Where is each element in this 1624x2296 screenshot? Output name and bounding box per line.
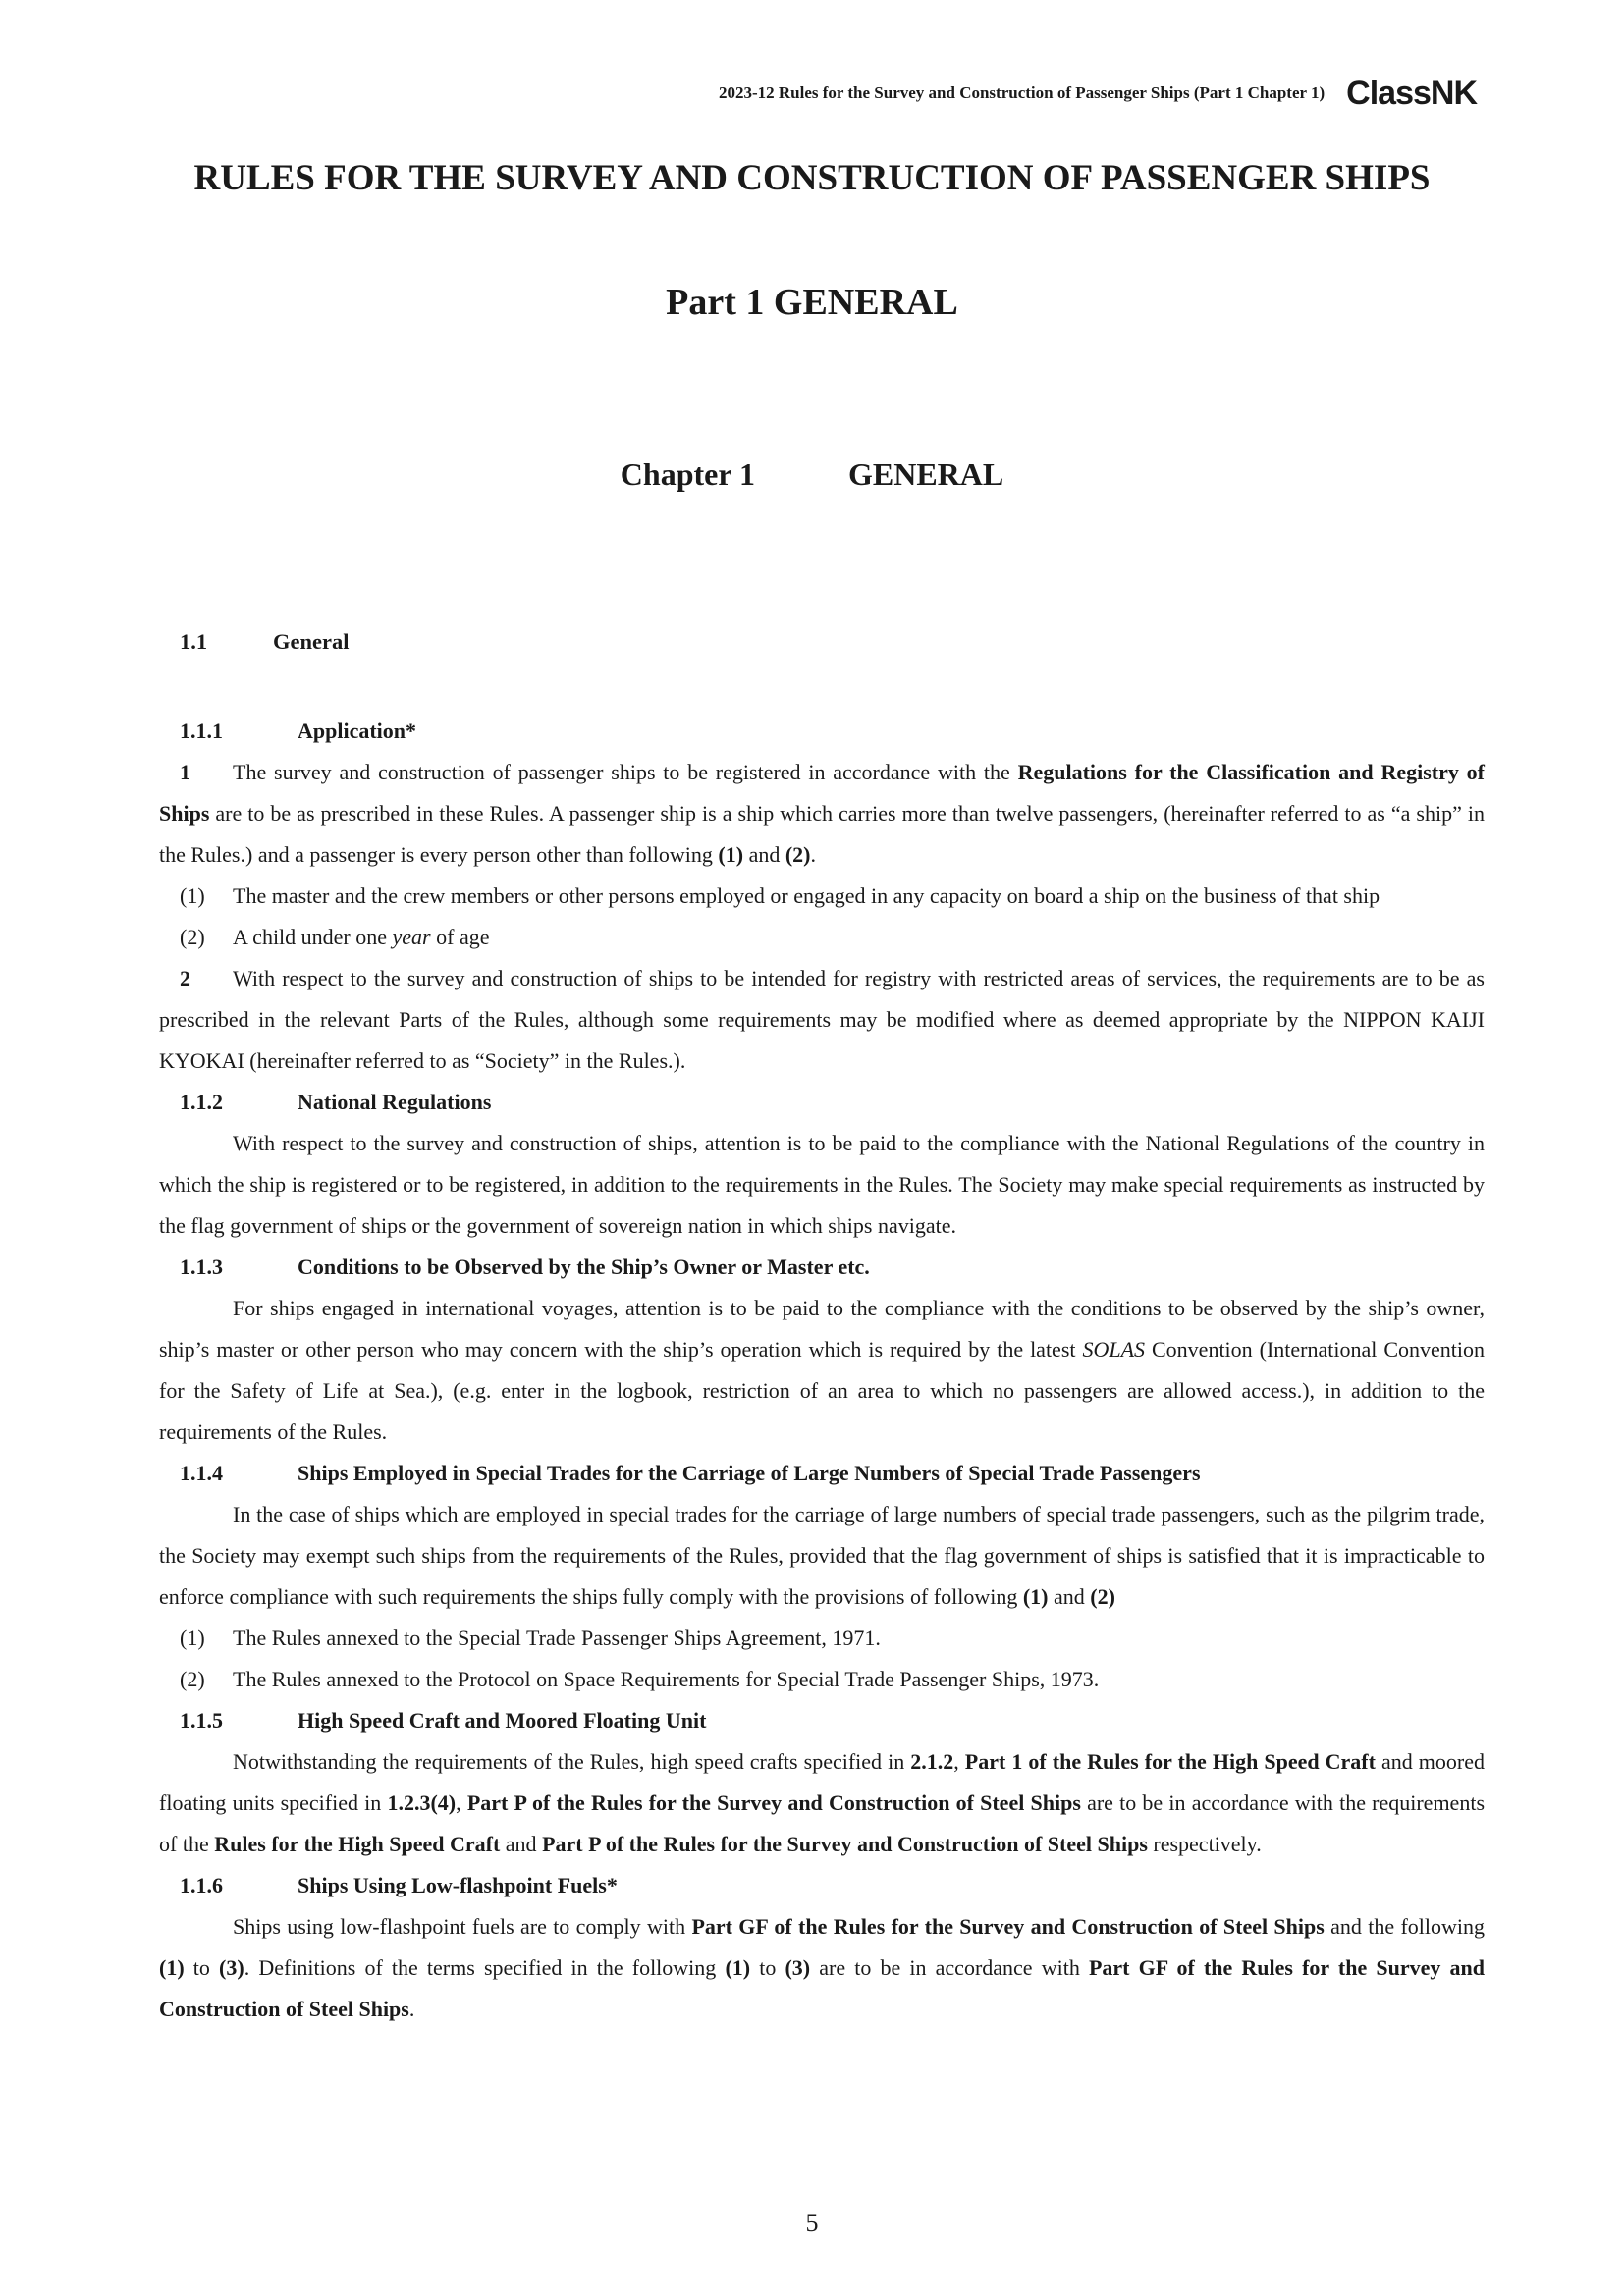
reference-bold: 2.1.2 [910, 1749, 954, 1774]
reference-bold: Rules for the High Speed Craft [214, 1832, 501, 1856]
subsection-heading-1-1-3 [159, 1247, 1485, 1288]
text-run: , [456, 1790, 467, 1815]
reference-bold: 1.2.3(4) [387, 1790, 457, 1815]
paragraph-number: 1 [180, 760, 190, 784]
subsection-number: 1.1.4 [180, 1461, 223, 1485]
running-title: 2023-12 Rules for the Survey and Construction of Passenger Ships (Part 1 Chapter 1) [718, 83, 1326, 102]
list-item [159, 1659, 1485, 1700]
section-number: 1.1 [180, 629, 208, 654]
paragraph [159, 1288, 1485, 1453]
document-body [159, 628, 1485, 2030]
subsection-number: 1.1.3 [180, 1255, 223, 1279]
subsection-heading-1-1-6 [159, 1865, 1485, 1906]
text-run: A child under one [233, 925, 393, 949]
reference-bold: (1) [159, 1955, 185, 1980]
subsection-number: 1.1.6 [180, 1873, 223, 1897]
text-run: Notwithstanding the requirements of the Rules, high speed crafts specified in [233, 1749, 911, 1774]
paragraph [159, 1906, 1485, 2030]
subsection-heading-1-1-4 [159, 1453, 1485, 1494]
paragraph-2 [159, 958, 1485, 1082]
paragraph [159, 1741, 1485, 1865]
text-run: With respect to the survey and construction of ships to be intended for registry with restricted areas of services, the requirements are to be as prescribed in the relevant Parts of the Rules, although some requirements may be modified where as deemed appropriate by the NIPPON KAIJI KYOKAI (hereinafter referred to as “Society” in the Rules.). [159, 966, 1485, 1073]
item-text: The Rules annexed to the Protocol on Space Requirements for Special Trade Passenger Ships, 1973. [233, 1667, 1100, 1691]
reference-bold: (2) [785, 842, 811, 867]
text-run: are to be as prescribed in these Rules. A passenger ship is a ship which carries more than twelve passengers, (hereinafter referred to as “a ship” in the Rules.) and a passenger is every person other than following [159, 801, 1485, 867]
text-run: Convention (International Convention for the Safety of Life at Sea.), (e.g. enter in the logbook, restriction of an area to which no passengers are allowed access.), in addition to the requirements of the Rules. [159, 1337, 1485, 1444]
text-run: In the case of ships which are employed in special trades for the carriage of large numbers of special trade passengers, such as the pilgrim trade, the Society may exempt such ships from the requirements of the Rules, provided that the flag government of ships is satisfied that it is impracticable to enforce compliance with such requirements the ships fully comply with the provisions of following [159, 1502, 1485, 1609]
text-run: . [408, 1997, 415, 2021]
reference-bold: Part 1 of the Rules for the High Speed Craft [964, 1749, 1376, 1774]
list-item [159, 1618, 1485, 1659]
text-run: and the following [1324, 1914, 1486, 1939]
item-text [233, 917, 1485, 958]
reference-bold: (2) [1090, 1584, 1115, 1609]
item-text: The master and the crew members or other persons employed or engaged in any capacity on board a ship on the business of that ship [233, 883, 1380, 908]
paragraph-number: 2 [180, 966, 190, 990]
text-run: to [184, 1955, 220, 1980]
text-run: Ships using low-flashpoint fuels are to comply with [233, 1914, 692, 1939]
classnk-logo: ClassNK [1346, 75, 1477, 112]
subsection-title: Application* [298, 719, 417, 743]
reference-bold: Regulations for the Classification and Registry of Ships [159, 760, 1485, 826]
text-run: , [953, 1749, 965, 1774]
paragraph-1 [159, 752, 1485, 876]
text-run: . Definitions of the terms specified in the following [244, 1955, 726, 1980]
item-label: (1) [180, 883, 205, 908]
item-text: The Rules annexed to the Special Trade Passenger Ships Agreement, 1971. [233, 1626, 881, 1650]
text-run: and moored floating units specified in [159, 1749, 1486, 1815]
chapter-name: GENERAL [847, 456, 1004, 492]
subsection-heading-1-1-5 [159, 1700, 1485, 1741]
reference-bold: Part GF of the Rules for the Survey and Construction of Steel Ships [691, 1914, 1325, 1939]
subsection-number: 1.1.5 [180, 1708, 223, 1733]
text-run: and [500, 1832, 543, 1856]
chapter-title [0, 456, 1624, 493]
reference-bold: (3) [219, 1955, 244, 1980]
reference-bold: Part P of the Rules for the Survey and Construction of Steel Ships [466, 1790, 1081, 1815]
reference-bold: (3) [785, 1955, 811, 1980]
part-title: Part 1 GENERAL [666, 282, 958, 323]
reference-bold: (1) [725, 1955, 751, 1980]
list-item [159, 917, 1485, 958]
section-heading-1-1 [159, 628, 1485, 656]
text-run: are to be in accordance with [810, 1955, 1089, 1980]
reference-bold: Part GF of the Rules for the Survey and Construction of Steel Ships [159, 1955, 1485, 2021]
reference-bold: (1) [1022, 1584, 1049, 1609]
text-run: to [750, 1955, 785, 1980]
reference-bold: Part P of the Rules for the Survey and Construction of Steel Ships [542, 1832, 1148, 1856]
text-run: and [743, 842, 785, 867]
subsection-title: High Speed Craft and Moored Floating Unit [298, 1708, 707, 1733]
text-run: The survey and construction of passenger ships to be registered in accordance with the [233, 760, 1018, 784]
subsection-title: Ships Using Low-flashpoint Fuels* [298, 1873, 618, 1897]
document-title: RULES FOR THE SURVEY AND CONSTRUCTION OF PASSENGER SHIPS [193, 158, 1431, 198]
text-italic: SOLAS [1082, 1337, 1146, 1362]
text-run: are to be in accordance with the requirements of the [159, 1790, 1485, 1856]
item-label: (2) [180, 925, 205, 949]
text-run: respectively. [1147, 1832, 1262, 1856]
text-italic: year [392, 925, 431, 949]
subsection-heading-1-1-1 [159, 711, 1485, 752]
running-header [719, 77, 1477, 110]
reference-bold: (1) [718, 842, 744, 867]
text-run: and [1048, 1584, 1091, 1609]
subsection-title: Ships Employed in Special Trades for the Carriage of Large Numbers of Special Trade Passengers [298, 1461, 1201, 1485]
item-label: (2) [180, 1667, 205, 1691]
text-run: . [810, 842, 816, 867]
item-label: (1) [180, 1626, 205, 1650]
text-run: of age [430, 925, 490, 949]
subsection-number: 1.1.1 [180, 719, 223, 743]
subsection-heading-1-1-2 [159, 1082, 1485, 1123]
paragraph [159, 1494, 1485, 1618]
subsection-title: National Regulations [298, 1090, 492, 1114]
section-title: General [273, 629, 350, 654]
chapter-number: Chapter 1 [620, 456, 755, 492]
paragraph: With respect to the survey and construction of ships, attention is to be paid to the compliance with the National Regulations of the country in which the ship is registered or to be registered, in addition to the requirements in the Rules. The Society may make special requirements as instructed by the flag government of ships or the government of sovereign nation in which ships navigate. [159, 1131, 1485, 1238]
section-1-1-body [159, 711, 1485, 2030]
list-item [159, 876, 1485, 917]
text-run: For ships engaged in international voyages, attention is to be paid to the compliance with the conditions to be observed by the ship’s owner, ship’s master or other person who may concern with the ship’s operation which is required by the latest [159, 1296, 1485, 1362]
page-number: 5 [805, 2209, 819, 2237]
subsection-title: Conditions to be Observed by the Ship’s Owner or Master etc. [298, 1255, 870, 1279]
subsection-number: 1.1.2 [180, 1090, 223, 1114]
